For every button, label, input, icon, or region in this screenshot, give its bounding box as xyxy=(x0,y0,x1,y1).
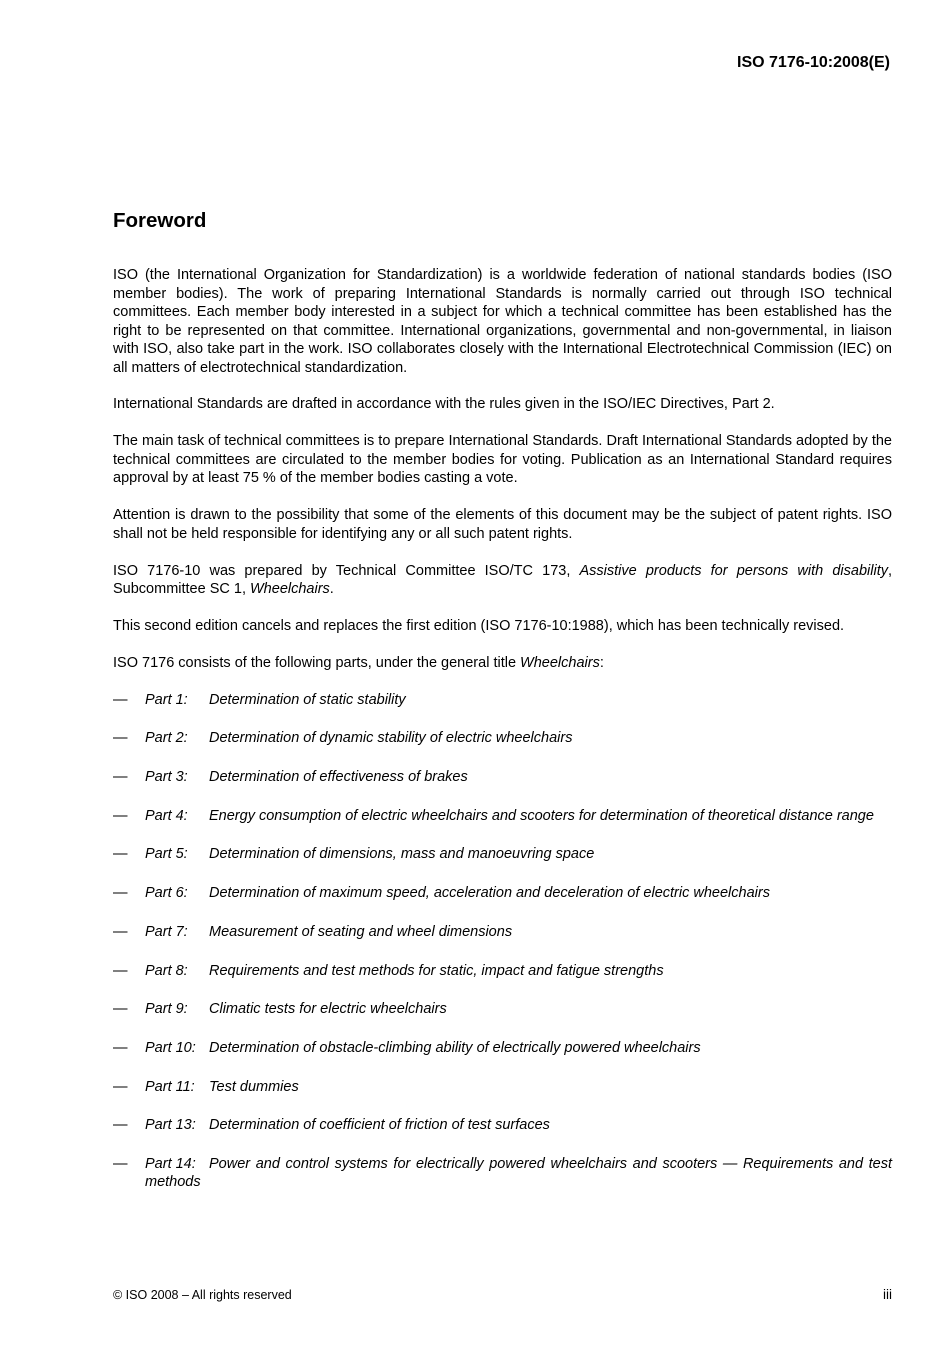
paragraph-committees: The main task of technical committees is to prepare International Standards. Draft International Standards adopted by the technical committees are circulated to the member bodies for voting. Publication as an International Standard requires approval by at least 75 % of the member bodies casting a vote. xyxy=(113,433,892,487)
page-number: iii xyxy=(883,1287,892,1302)
foreword-section xyxy=(113,206,892,1212)
list-item: — Part 3: Determination of effectiveness of brakes xyxy=(113,769,468,786)
paragraph-iso-intro: ISO (the International Organization for Standardization) is a worldwide federation of national standards bodies (ISO member bodies). The work of preparing International Standards is normally carried out through ISO technical committees. Each member body interested in a subject for which a technical committee has been established has the right to be represented on that committee. International organizations, governmental and non-governmental, in liaison with ISO, also take part in the work. ISO collaborates closely with the International Electrotechnical Commission (IEC) on all matters of electrotechnical standardization. xyxy=(113,267,892,376)
paragraph-directives: International Standards are drafted in accordance with the rules given in the ISO/IEC Directives, Part 2. xyxy=(113,396,775,413)
document-reference: ISO 7176-10:2008(E) xyxy=(737,54,890,71)
list-item: — Part 2: Determination of dynamic stability of electric wheelchairs xyxy=(113,730,573,747)
list-item: — Part 9: Climatic tests for electric wheelchairs xyxy=(113,1001,447,1018)
copyright-notice: © ISO 2008 – All rights reserved xyxy=(113,1288,292,1302)
list-item: — Part 13: Determination of coefficient of friction of test surfaces xyxy=(113,1117,550,1134)
list-item: — Part 5: Determination of dimensions, mass and manoeuvring space xyxy=(113,846,595,863)
page-title: Foreword xyxy=(113,209,207,232)
list-item: — Part 4: Energy consumption of electric wheelchairs and scooters for determination of theoretical distance range xyxy=(113,807,874,824)
paragraph-parts-intro: ISO 7176 consists of the following parts, under the general title Wheelchairs: xyxy=(113,654,604,671)
parts-list xyxy=(113,691,892,1192)
list-item: — Part 14: Power and control systems for electrically powered wheelchairs and scooters — Requirements and test methods xyxy=(113,1155,892,1191)
list-item: — Part 10: Determination of obstacle-climbing ability of electrically powered wheelchairs xyxy=(113,1039,701,1056)
paragraph-prepared-by: ISO 7176-10 was prepared by Technical Committee ISO/TC 173, Assistive products for persons with disability, Subcommittee SC 1, Wheelchairs. xyxy=(113,562,893,598)
paragraph-edition: This second edition cancels and replaces the first edition (ISO 7176-10:1988), which has been technically revised. xyxy=(113,617,845,634)
list-item: — Part 8: Requirements and test methods for static, impact and fatigue strengths xyxy=(113,962,664,979)
list-item: — Part 7: Measurement of seating and wheel dimensions xyxy=(113,923,513,940)
paragraph-patents: Attention is drawn to the possibility that some of the elements of this document may be the subject of patent rights. ISO shall not be held responsible for identifying any or all such patent rights. xyxy=(113,507,892,542)
list-item: — Part 6: Determination of maximum speed, acceleration and deceleration of electric wheelchairs xyxy=(113,885,770,902)
list-item: — Part 1: Determination of static stability xyxy=(113,691,406,708)
list-item: — Part 11: Test dummies xyxy=(113,1078,299,1095)
